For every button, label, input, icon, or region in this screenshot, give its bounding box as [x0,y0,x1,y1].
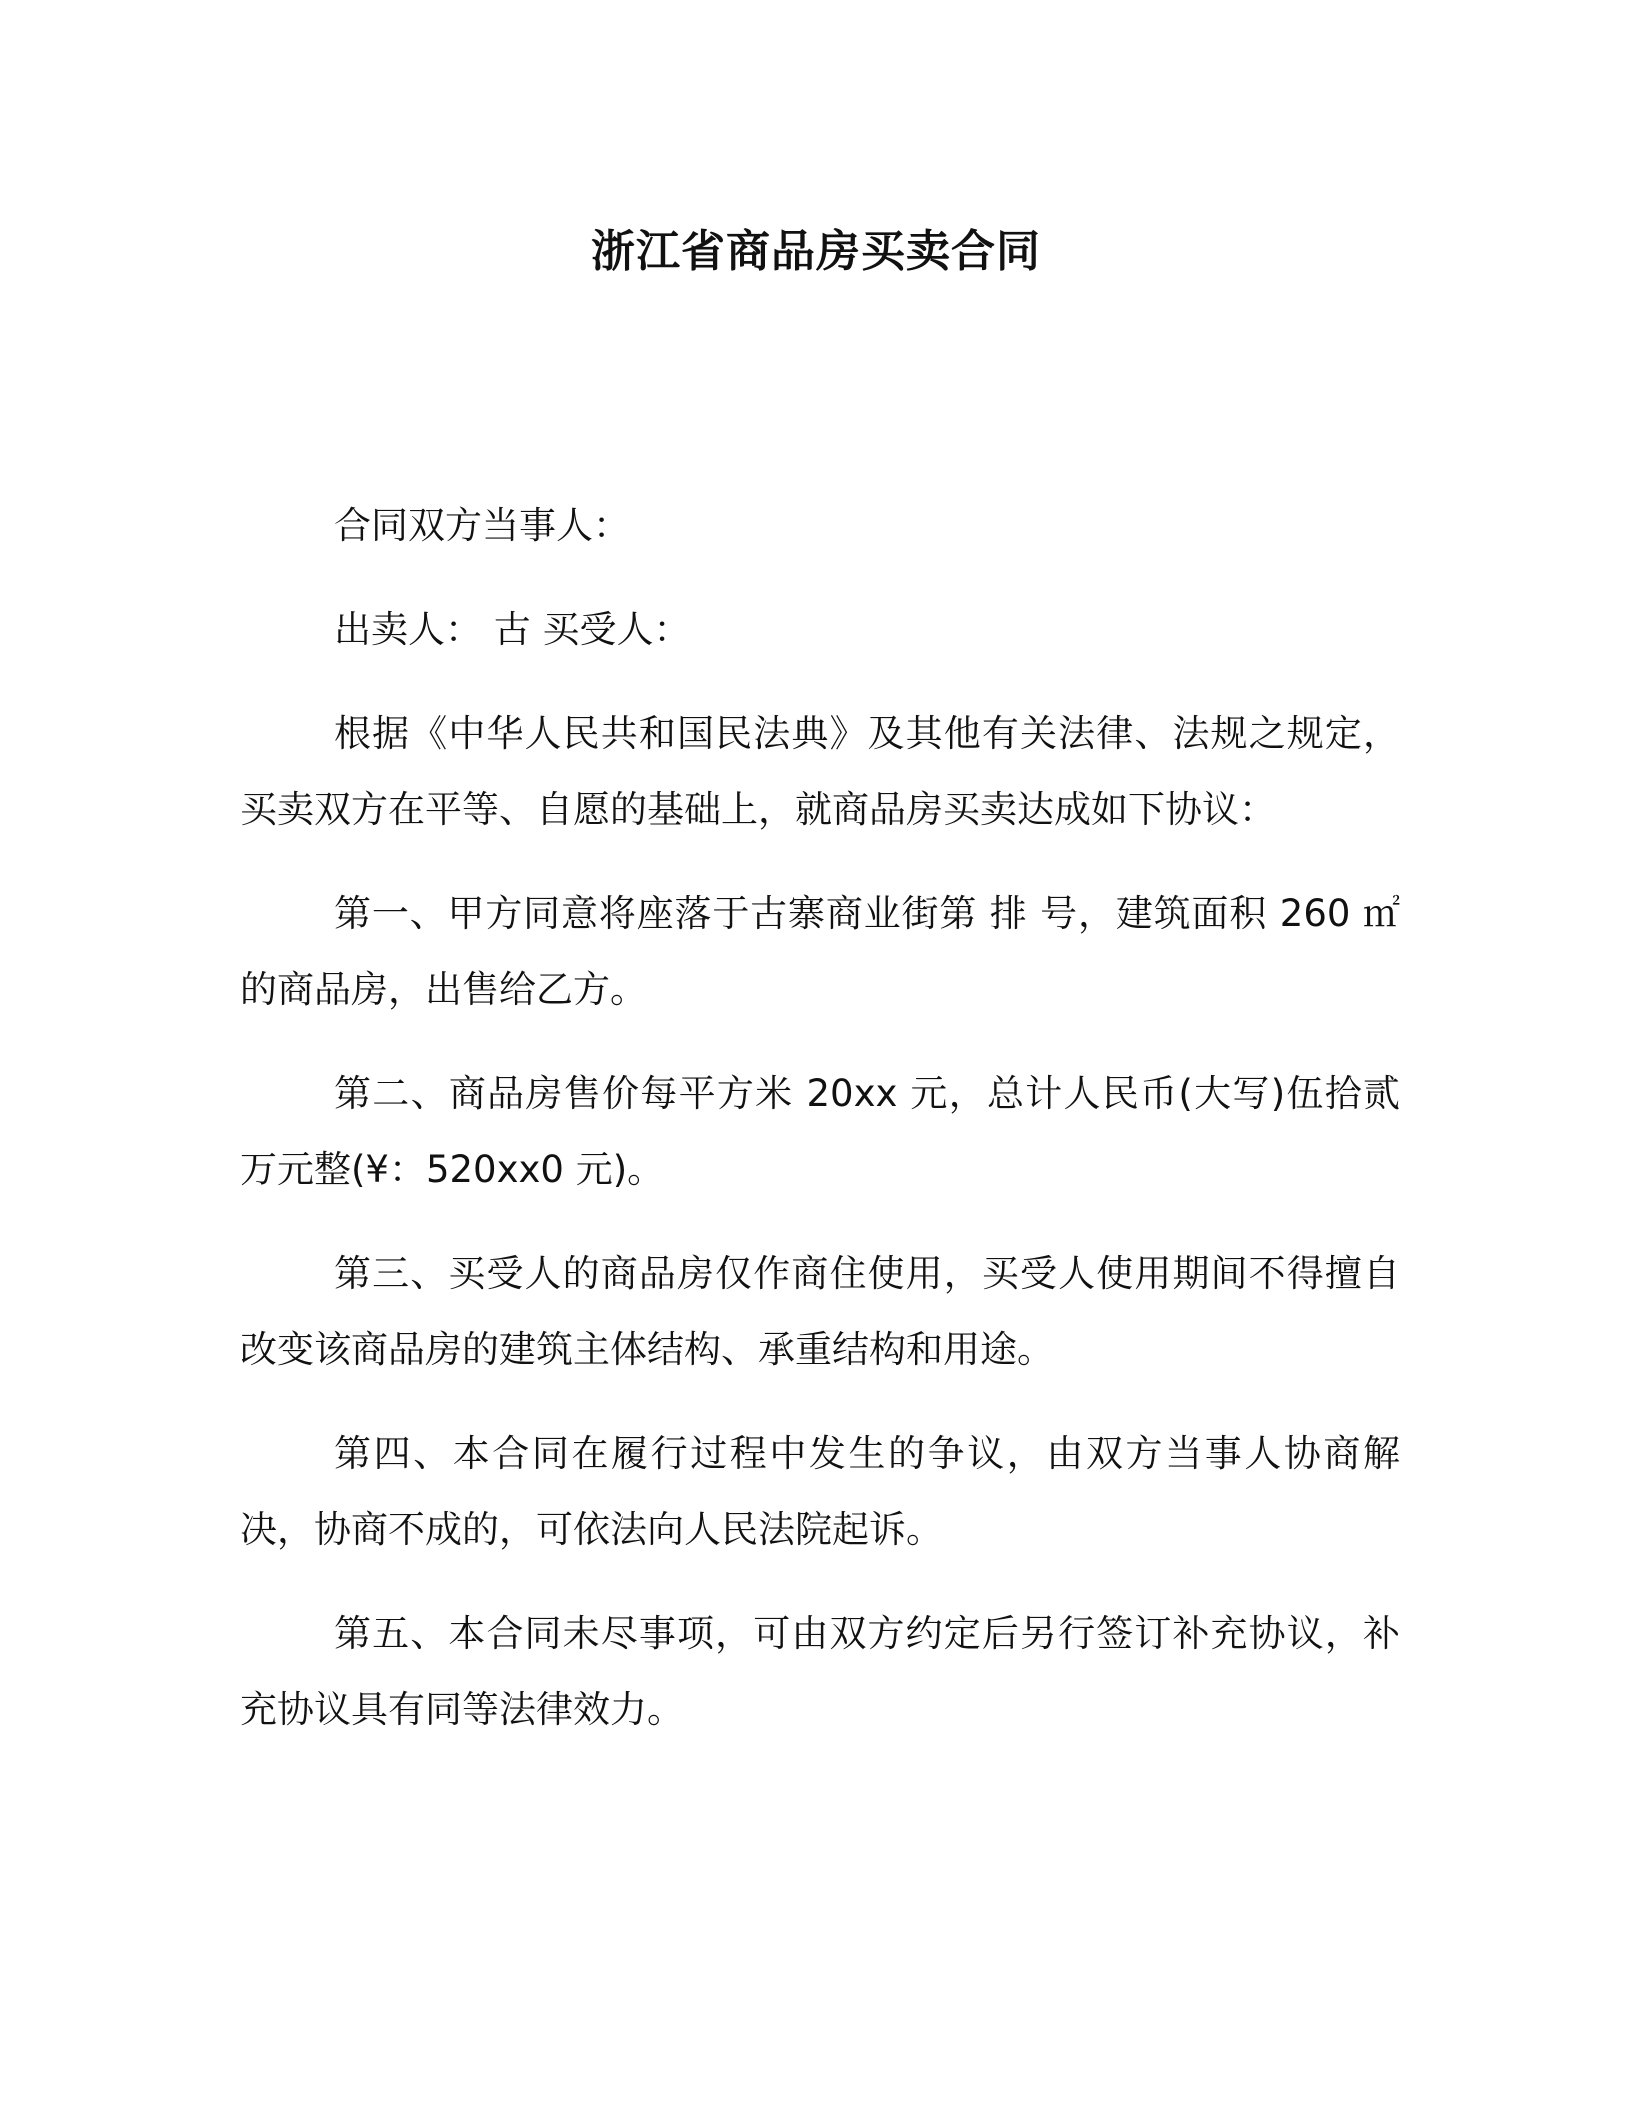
clause-4: 第四、本合同在履行过程中发生的争议，由双方当事人协商解决，协商不成的，可依法向人民法院起诉。 [240,1432,1400,1551]
document-title: 浙江省商品房买卖合同 [591,226,1041,277]
parties-heading: 合同双方当事人： [334,504,630,547]
clause-5: 第五、本合同未尽事项，可由双方约定后另行签订补充协议，补充协议具有同等法律效力。 [240,1612,1400,1731]
clause-3: 第三、买受人的商品房仅作商住使用，买受人使用期间不得擅自改变该商品房的建筑主体结构、承重结构和用途。 [240,1252,1400,1371]
preamble-paragraph: 根据《中华人民共和国民法典》及其他有关法律、法规之规定，买卖双方在平等、自愿的基础上，就商品房买卖达成如下协议： [240,712,1400,831]
document-body [240,488,1400,1776]
clause-2: 第二、商品房售价每平方米 20xx 元，总计人民币(大写)伍拾贰万元整(¥：520xx0 元)。 [240,1072,1400,1191]
seller-buyer-line: 出卖人： 古 买受人： [334,608,691,651]
clause-1: 第一、甲方同意将座落于古寨商业街第 排 号，建筑面积 260 ㎡的商品房，出售给乙方。 [240,892,1400,1011]
